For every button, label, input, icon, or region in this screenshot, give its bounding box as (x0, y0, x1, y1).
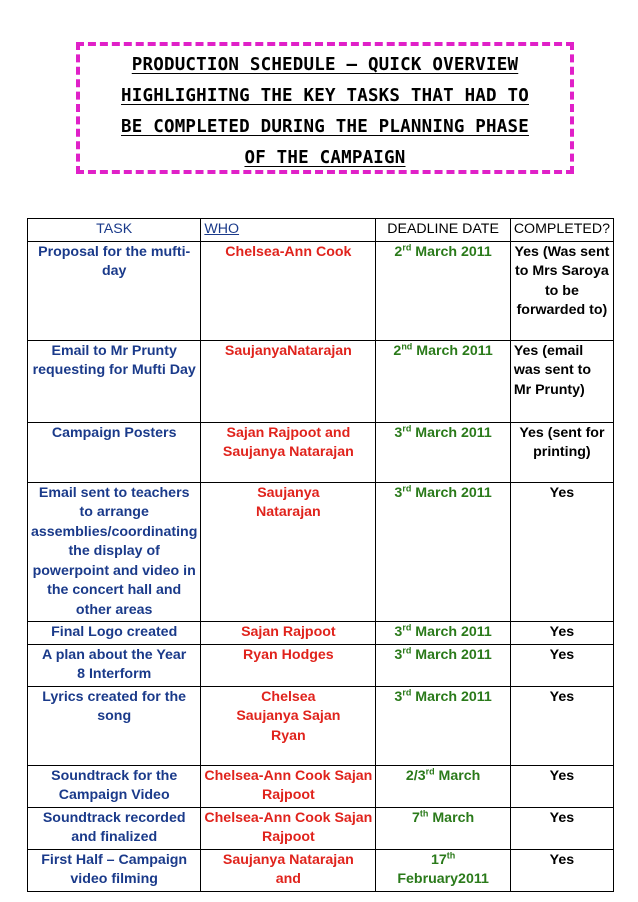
table-row (28, 644, 614, 686)
deadline-cell: 3rd March 2011 (376, 422, 510, 482)
task-cell: Final Logo created (28, 622, 201, 645)
title-line-4: OF THE CAMPAIGN (244, 148, 406, 168)
task-cell: Lyrics created for the song (28, 686, 201, 765)
header-deadline: DEADLINE DATE (376, 219, 510, 242)
completed-cell: Yes (510, 644, 613, 686)
who-cell: Chelsea-Ann Cook Sajan Rajpoot (201, 807, 376, 849)
deadline-cell: 3rd March 2011 (376, 482, 510, 622)
completed-cell: Yes (email was sent to Mr Prunty) (510, 340, 613, 422)
deadline-cell: 3rd March 2011 (376, 622, 510, 645)
task-cell: First Half – Campaign video filming (28, 849, 201, 891)
deadline-cell: 7th March (376, 807, 510, 849)
header-completed: COMPLETED? (510, 219, 613, 242)
who-cell: Saujanya Natarajan and (201, 849, 376, 891)
task-cell: Proposal for the mufti-day (28, 241, 201, 340)
table-row (28, 765, 614, 807)
task-cell: Email to Mr Prunty requesting for Mufti Day (28, 340, 201, 422)
document-title (76, 50, 574, 174)
deadline-cell: 17th February2011 (376, 849, 510, 891)
table-row (28, 622, 614, 645)
schedule-table (27, 218, 614, 892)
task-cell: Soundtrack recorded and finalized (28, 807, 201, 849)
deadline-cell: 2nd March 2011 (376, 340, 510, 422)
who-cell: Sajan Rajpoot and Saujanya Natarajan (201, 422, 376, 482)
table-row (28, 807, 614, 849)
deadline-cell: 2rd March 2011 (376, 241, 510, 340)
completed-cell: Yes (510, 849, 613, 891)
task-cell: Campaign Posters (28, 422, 201, 482)
deadline-cell: 3rd March 2011 (376, 686, 510, 765)
table-row (28, 241, 614, 340)
who-cell: Chelsea-Ann Cook (201, 241, 376, 340)
who-cell: Saujanya Natarajan (201, 482, 376, 622)
completed-cell: Yes (Was sent to Mrs Saroya to be forwarded to) (510, 241, 613, 340)
header-task: TASK (28, 219, 201, 242)
table-row (28, 340, 614, 422)
who-cell: SaujanyaNatarajan (201, 340, 376, 422)
task-cell: Email sent to teachers to arrange assemblies/coordinating the display of powerpoint and video in the concert hall and other areas (28, 482, 201, 622)
completed-cell: Yes (510, 482, 613, 622)
who-cell: Sajan Rajpoot (201, 622, 376, 645)
completed-cell: Yes (510, 807, 613, 849)
title-line-2: HIGHLIGHITNG THE KEY TASKS THAT HAD TO (121, 86, 529, 106)
title-line-1: PRODUCTION SCHEDULE – QUICK OVERVIEW (131, 55, 519, 75)
deadline-cell: 3rd March 2011 (376, 644, 510, 686)
table-row (28, 686, 614, 765)
title-line-3: BE COMPLETED DURING THE PLANNING PHASE (121, 117, 529, 137)
completed-cell: Yes (510, 622, 613, 645)
task-cell: Soundtrack for the Campaign Video (28, 765, 201, 807)
completed-cell: Yes (510, 686, 613, 765)
table-row (28, 482, 614, 622)
table-row (28, 849, 614, 891)
header-who: WHO (201, 219, 376, 242)
task-cell: A plan about the Year 8 Interform (28, 644, 201, 686)
completed-cell: Yes (510, 765, 613, 807)
table-header-row (28, 219, 614, 242)
who-cell: Chelsea Saujanya Sajan Ryan (201, 686, 376, 765)
completed-cell: Yes (sent for printing) (510, 422, 613, 482)
deadline-cell: 2/3rd March (376, 765, 510, 807)
who-cell: Chelsea-Ann Cook Sajan Rajpoot (201, 765, 376, 807)
table-row (28, 422, 614, 482)
who-cell: Ryan Hodges (201, 644, 376, 686)
